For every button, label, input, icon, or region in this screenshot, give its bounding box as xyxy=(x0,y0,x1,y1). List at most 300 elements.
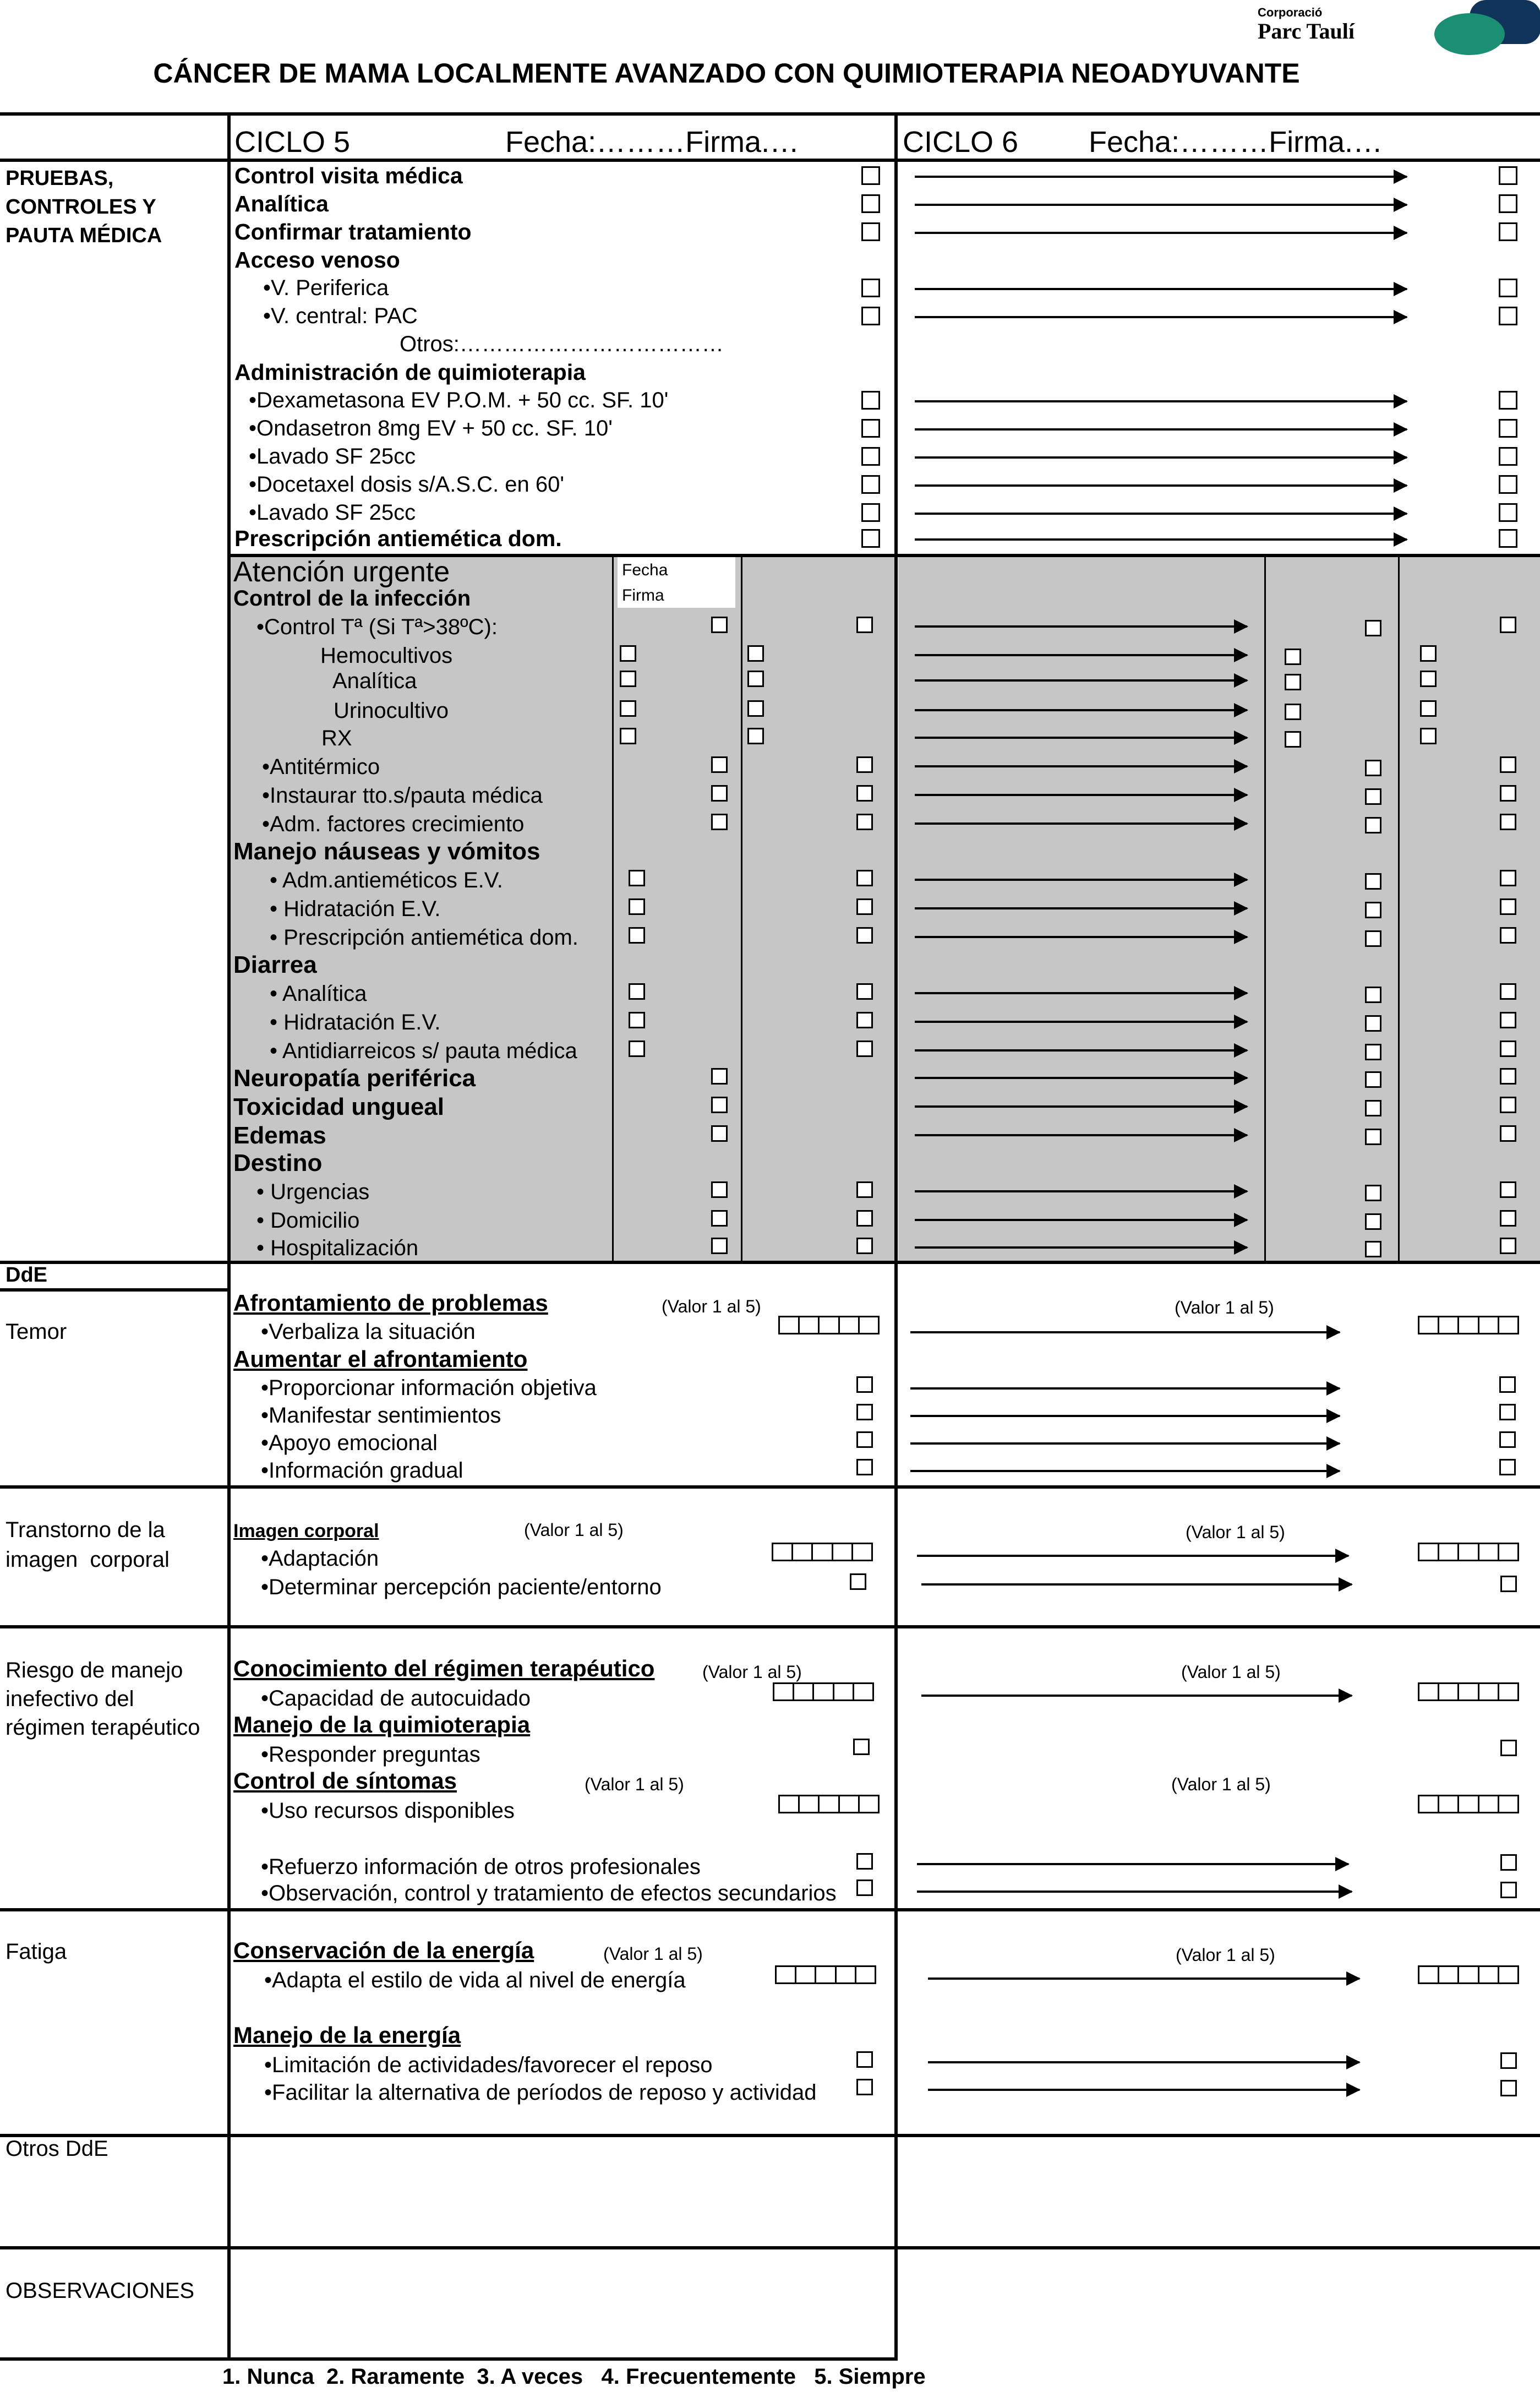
rating-cell[interactable] xyxy=(800,1796,820,1812)
row-label: •Facilitar la alternativa de períodos de reposo y actividad xyxy=(264,2080,817,2105)
checkbox[interactable] xyxy=(1499,391,1517,410)
grid-line xyxy=(0,112,1540,116)
checkbox[interactable] xyxy=(856,756,873,773)
checkbox[interactable] xyxy=(747,728,764,744)
arrow-continue-icon xyxy=(915,765,1247,767)
valor-note: (Valor 1 al 5) xyxy=(702,1662,802,1682)
row-label: •Control Tª (Si Tª>38ºC): xyxy=(256,615,498,639)
row-label: •Verbaliza la situación xyxy=(261,1320,476,1344)
observaciones-label: OBSERVACIONES xyxy=(6,2279,195,2303)
rating-cell[interactable] xyxy=(837,1967,856,1982)
checkbox[interactable] xyxy=(620,671,636,687)
rating-scale-1-5[interactable] xyxy=(1418,1965,1519,1984)
checkbox[interactable] xyxy=(1365,1185,1381,1201)
checkbox[interactable] xyxy=(1365,902,1381,918)
cycle6-label: CICLO 6 xyxy=(903,126,1019,159)
checkbox[interactable] xyxy=(629,870,645,886)
rating-cell[interactable] xyxy=(774,1684,794,1699)
arrow-continue-icon xyxy=(915,1246,1247,1249)
rating-cell[interactable] xyxy=(800,1317,820,1333)
checkbox[interactable] xyxy=(629,898,645,915)
row-label: Temor xyxy=(6,1320,67,1344)
cycle5-date-sign[interactable]: Fecha:………Firma.… xyxy=(505,126,800,159)
rating-cell[interactable] xyxy=(860,1796,878,1812)
checkbox[interactable] xyxy=(747,700,764,717)
arrow-continue-icon xyxy=(915,679,1247,682)
checkbox[interactable] xyxy=(856,898,873,915)
arrow-continue-icon xyxy=(917,1555,1348,1557)
page-title: CÁNCER DE MAMA LOCALMENTE AVANZADO CON QUIMIOTERAPIA NEOADYUVANTE xyxy=(153,58,1300,89)
row-label: •Adaptación xyxy=(261,1546,379,1571)
checkbox[interactable] xyxy=(1499,503,1517,522)
grid-line xyxy=(0,1908,1540,1911)
row-label: •Ondasetron 8mg EV + 50 cc. SF. 10' xyxy=(249,416,613,440)
arrow-continue-icon xyxy=(915,288,1407,290)
checkbox[interactable] xyxy=(620,645,636,662)
section-heading: Afrontamiento de problemas xyxy=(233,1290,548,1316)
checkbox[interactable] xyxy=(856,1181,873,1198)
checkbox[interactable] xyxy=(1500,1882,1517,1898)
row-label: RX xyxy=(321,726,352,750)
checkbox[interactable] xyxy=(1500,898,1516,915)
checkbox[interactable] xyxy=(1365,1129,1381,1145)
checkbox[interactable] xyxy=(620,728,636,744)
checkbox[interactable] xyxy=(1500,814,1516,830)
rating-cell[interactable] xyxy=(1479,1317,1499,1333)
checkbox[interactable] xyxy=(747,645,764,662)
checkbox[interactable] xyxy=(1285,704,1301,720)
checkbox[interactable] xyxy=(861,307,880,325)
checkbox[interactable] xyxy=(1365,1044,1381,1060)
grid-line xyxy=(894,112,898,2361)
rating-cell[interactable] xyxy=(794,1684,814,1699)
row-label: •Capacidad de autocuidado xyxy=(261,1686,531,1710)
row-label: •Adapta el estilo de vida al nivel de energía xyxy=(264,1968,686,1992)
rating-cell[interactable] xyxy=(853,1544,871,1560)
checkbox[interactable] xyxy=(861,419,880,438)
checkbox[interactable] xyxy=(711,1097,728,1113)
arrow-continue-icon xyxy=(915,709,1247,711)
checkbox[interactable] xyxy=(1365,620,1381,636)
checkbox[interactable] xyxy=(1365,760,1381,776)
checkbox[interactable] xyxy=(861,529,880,548)
row-label: •Lavado SF 25cc xyxy=(249,500,416,525)
checkbox[interactable] xyxy=(1500,2080,1517,2096)
row-label: •Docetaxel dosis s/A.S.C. en 60' xyxy=(249,472,565,497)
rating-cell[interactable] xyxy=(1499,1317,1517,1333)
checkbox[interactable] xyxy=(861,503,880,522)
valor-note: (Valor 1 al 5) xyxy=(1175,1298,1274,1317)
arrow-continue-icon xyxy=(915,1190,1247,1192)
checkbox[interactable] xyxy=(856,785,873,802)
checkbox[interactable] xyxy=(1500,1125,1516,1142)
checkbox[interactable] xyxy=(1365,930,1381,947)
checkbox[interactable] xyxy=(1365,987,1381,1003)
checkbox[interactable] xyxy=(1499,1431,1516,1448)
rating-cell[interactable] xyxy=(840,1796,860,1812)
checkbox[interactable] xyxy=(1500,983,1516,1000)
row-label: Confirmar tratamiento xyxy=(234,219,472,244)
rating-cell[interactable] xyxy=(780,1796,800,1812)
arrow-continue-icon xyxy=(910,1470,1340,1472)
section-heading: Imagen corporal xyxy=(233,1521,379,1541)
cycle6-date-sign[interactable]: Fecha:………Firma.… xyxy=(1089,126,1383,159)
checkbox[interactable] xyxy=(1420,728,1437,744)
checkbox[interactable] xyxy=(629,927,645,944)
rating-cell[interactable] xyxy=(793,1544,813,1560)
rating-cell[interactable] xyxy=(773,1544,793,1560)
checkbox[interactable] xyxy=(856,1238,873,1254)
rating-cell[interactable] xyxy=(1419,1684,1439,1699)
rating-cell[interactable] xyxy=(777,1967,796,1982)
checkbox[interactable] xyxy=(620,700,636,717)
rating-cell[interactable] xyxy=(856,1967,875,1982)
checkbox[interactable] xyxy=(853,1739,870,1755)
checkbox[interactable] xyxy=(861,279,880,297)
rating-cell[interactable] xyxy=(1479,1967,1499,1982)
urgent-fecha-label: Fecha xyxy=(622,561,668,579)
rating-cell[interactable] xyxy=(820,1317,839,1333)
arrow-continue-icon xyxy=(915,936,1247,938)
checkbox[interactable] xyxy=(856,1012,873,1028)
checkbox[interactable] xyxy=(1500,1040,1516,1057)
checkbox[interactable] xyxy=(1365,1241,1381,1257)
checkbox[interactable] xyxy=(861,447,880,466)
checkbox[interactable] xyxy=(711,814,728,830)
valor-note: (Valor 1 al 5) xyxy=(524,1520,624,1540)
row-label: •Apoyo emocional xyxy=(261,1431,438,1455)
arrow-continue-icon xyxy=(928,2061,1359,2063)
checkbox[interactable] xyxy=(1365,1213,1381,1230)
grid-line xyxy=(0,1261,1540,1264)
grid-line xyxy=(612,554,614,1262)
checkbox[interactable] xyxy=(856,1853,873,1870)
checkbox[interactable] xyxy=(1500,1181,1516,1198)
checkbox[interactable] xyxy=(861,194,880,213)
arrow-continue-icon xyxy=(915,428,1407,431)
arrow-continue-icon xyxy=(921,1695,1352,1697)
grid-line xyxy=(227,112,231,2361)
grid-line xyxy=(0,1625,1540,1628)
arrow-continue-icon xyxy=(915,513,1407,515)
checkbox[interactable] xyxy=(1499,447,1517,466)
row-label: Transtorno de la imagen corporal xyxy=(6,1518,170,1572)
rating-cell[interactable] xyxy=(814,1684,834,1699)
checkbox[interactable] xyxy=(1500,1854,1517,1871)
checkbox[interactable] xyxy=(856,617,873,633)
checkbox[interactable] xyxy=(1500,785,1516,802)
row-label: Riesgo de manejo inefectivo del régimen terapéutico xyxy=(6,1658,200,1740)
checkbox[interactable] xyxy=(1500,1097,1516,1113)
checkbox[interactable] xyxy=(861,222,880,241)
row-label: Analítica xyxy=(234,191,329,216)
valor-note: (Valor 1 al 5) xyxy=(1171,1774,1271,1794)
checkbox[interactable] xyxy=(1500,1576,1517,1592)
checkbox[interactable] xyxy=(1420,671,1437,687)
checkbox[interactable] xyxy=(856,1459,873,1475)
row-label: Destino xyxy=(233,1150,323,1176)
rating-cell[interactable] xyxy=(1439,1796,1459,1812)
row-label: • Adm.antieméticos E.V. xyxy=(270,868,503,892)
checkbox[interactable] xyxy=(856,870,873,886)
rating-cell[interactable] xyxy=(1479,1684,1499,1699)
rating-cell[interactable] xyxy=(1439,1544,1459,1560)
arrow-continue-icon xyxy=(915,822,1247,825)
row-label: •Antitérmico xyxy=(262,755,380,779)
checkbox[interactable] xyxy=(711,756,728,773)
row-label: Diarrea xyxy=(233,951,317,978)
rating-cell[interactable] xyxy=(1439,1684,1459,1699)
urgent-background-right xyxy=(898,557,1540,1262)
arrow-continue-icon xyxy=(910,1415,1340,1417)
rating-scale-1-5[interactable] xyxy=(775,1965,876,1984)
arrow-continue-icon xyxy=(915,1021,1247,1023)
checkbox[interactable] xyxy=(1500,1068,1516,1085)
rating-cell[interactable] xyxy=(1419,1796,1439,1812)
checkbox[interactable] xyxy=(1500,1740,1517,1756)
checkbox[interactable] xyxy=(711,1068,728,1085)
checkbox[interactable] xyxy=(1500,756,1516,773)
checkbox[interactable] xyxy=(1365,1015,1381,1032)
arrow-continue-icon xyxy=(915,484,1407,487)
checkbox[interactable] xyxy=(1420,645,1437,662)
checkbox[interactable] xyxy=(1500,1012,1516,1028)
arrow-continue-icon xyxy=(928,1977,1359,1980)
row-label: • Domicilio xyxy=(256,1208,360,1233)
checkbox[interactable] xyxy=(856,927,873,944)
row-label: • Analítica xyxy=(270,982,367,1006)
grid-line xyxy=(0,2246,1540,2249)
checkbox[interactable] xyxy=(1365,788,1381,805)
checkbox[interactable] xyxy=(1365,873,1381,890)
checkbox[interactable] xyxy=(629,1040,645,1057)
checkbox[interactable] xyxy=(1499,279,1517,297)
logo-mark xyxy=(1431,0,1540,61)
checkbox[interactable] xyxy=(1365,1100,1381,1116)
arrow-continue-icon xyxy=(921,1583,1352,1586)
checkbox[interactable] xyxy=(1499,222,1517,241)
grid-line xyxy=(1264,554,1266,1262)
row-label: • Urgencias xyxy=(256,1180,370,1204)
checkbox[interactable] xyxy=(861,391,880,410)
row-label: •Adm. factores crecimiento xyxy=(262,812,525,836)
row-label: •Determinar percepción paciente/entorno xyxy=(261,1575,662,1599)
checkbox[interactable] xyxy=(629,1012,645,1028)
row-label: Toxicidad ungueal xyxy=(233,1093,445,1120)
row-label: • Hidratación E.V. xyxy=(270,897,441,921)
checkbox[interactable] xyxy=(1500,927,1516,944)
row-label: •V. Periferica xyxy=(263,276,389,300)
checkbox[interactable] xyxy=(1500,617,1516,633)
rating-cell[interactable] xyxy=(860,1317,878,1333)
row-label: Control visita médica xyxy=(234,163,463,188)
arrow-continue-icon xyxy=(915,400,1407,402)
arrow-continue-icon xyxy=(915,1105,1247,1108)
arrow-continue-icon xyxy=(915,456,1407,459)
checkbox[interactable] xyxy=(711,1181,728,1198)
checkbox[interactable] xyxy=(856,1210,873,1227)
rating-cell[interactable] xyxy=(796,1967,816,1982)
checkbox[interactable] xyxy=(856,2079,873,2095)
checkbox[interactable] xyxy=(711,617,728,633)
checkbox[interactable] xyxy=(1499,166,1517,185)
checkbox[interactable] xyxy=(861,475,880,494)
checkbox[interactable] xyxy=(856,814,873,830)
grid-line xyxy=(0,159,1540,162)
row-label: •Responder preguntas xyxy=(261,1742,480,1767)
checkbox[interactable] xyxy=(711,1238,728,1254)
arrow-continue-icon xyxy=(915,232,1407,234)
rating-scale-1-5[interactable] xyxy=(1418,1795,1519,1813)
rating-cell[interactable] xyxy=(1439,1317,1459,1333)
urgent-date-sign-box xyxy=(618,557,735,608)
row-label: Hemocultivos xyxy=(320,644,453,668)
arrow-continue-icon xyxy=(917,1891,1352,1893)
row-label: Acceso venoso xyxy=(234,247,400,273)
arrow-continue-icon xyxy=(915,1077,1247,1079)
checkbox[interactable] xyxy=(856,1040,873,1057)
rating-cell[interactable] xyxy=(1499,1544,1517,1560)
rating-cell[interactable] xyxy=(1419,1544,1439,1560)
scale-legend: 1. Nunca 2. Raramente 3. A veces 4. Frecuentemente 5. Siempre xyxy=(222,2365,926,2389)
grid-line xyxy=(1398,554,1400,1262)
row-label: Manejo náuseas y vómitos xyxy=(233,838,540,865)
rating-cell[interactable] xyxy=(833,1544,853,1560)
rating-cell[interactable] xyxy=(816,1967,836,1982)
arrow-continue-icon xyxy=(910,1331,1340,1333)
rating-scale-1-5[interactable] xyxy=(1418,1543,1519,1561)
rating-cell[interactable] xyxy=(1499,1796,1517,1812)
checkbox[interactable] xyxy=(1500,1238,1516,1254)
rating-cell[interactable] xyxy=(854,1684,872,1699)
rating-cell[interactable] xyxy=(1479,1796,1499,1812)
valor-note: (Valor 1 al 5) xyxy=(1186,1522,1285,1542)
checkbox[interactable] xyxy=(850,1573,866,1590)
row-label: Analítica xyxy=(332,669,417,693)
row-label: •V. central: PAC xyxy=(263,304,418,328)
section-pruebas-label: PRUEBAS, CONTROLES Y PAUTA MÉDICA xyxy=(6,167,162,247)
rating-scale-1-5[interactable] xyxy=(1418,1682,1519,1701)
checkbox[interactable] xyxy=(1499,1376,1516,1393)
section-heading: Conocimiento del régimen terapéutico xyxy=(233,1655,655,1681)
checkbox[interactable] xyxy=(1500,2052,1517,2069)
valor-note: (Valor 1 al 5) xyxy=(1176,1945,1275,1965)
checkbox[interactable] xyxy=(1499,1404,1516,1420)
checkbox[interactable] xyxy=(1499,307,1517,325)
section-heading: Conservación de la energía xyxy=(233,1937,534,1963)
checkbox[interactable] xyxy=(856,1404,873,1420)
arrow-continue-icon xyxy=(915,992,1247,994)
checkbox[interactable] xyxy=(1285,674,1301,690)
row-label: •Instaurar tto.s/pauta médica xyxy=(262,783,543,808)
checkbox[interactable] xyxy=(1499,194,1517,213)
rating-scale-1-5[interactable] xyxy=(772,1543,873,1561)
rating-cell[interactable] xyxy=(780,1317,800,1333)
checkbox[interactable] xyxy=(1420,700,1437,717)
checkbox[interactable] xyxy=(629,983,645,1000)
row-label: •Lavado SF 25cc xyxy=(249,444,416,468)
checkbox[interactable] xyxy=(711,1210,728,1227)
checkbox[interactable] xyxy=(856,1431,873,1448)
checkbox[interactable] xyxy=(1499,475,1517,494)
rating-cell[interactable] xyxy=(1459,1684,1479,1699)
logo xyxy=(1258,6,1538,61)
valor-note: (Valor 1 al 5) xyxy=(1181,1662,1281,1682)
row-label: Administración de quimioterapia xyxy=(234,359,586,385)
rating-cell[interactable] xyxy=(1419,1967,1439,1982)
rating-cell[interactable] xyxy=(840,1317,860,1333)
rating-scale-1-5[interactable] xyxy=(778,1316,880,1334)
checkbox[interactable] xyxy=(1499,1459,1516,1475)
checkbox[interactable] xyxy=(856,1376,873,1393)
rating-cell[interactable] xyxy=(1459,1967,1479,1982)
arrow-continue-icon xyxy=(915,538,1407,541)
section-heading: Aumentar el afrontamiento xyxy=(233,1346,528,1372)
arrow-continue-icon xyxy=(915,176,1407,178)
rating-scale-1-5[interactable] xyxy=(773,1682,874,1701)
row-label: • Antidiarreicos s/ pauta médica xyxy=(270,1039,577,1063)
checkbox[interactable] xyxy=(1500,1210,1516,1227)
arrow-continue-icon xyxy=(915,1049,1247,1052)
rating-cell[interactable] xyxy=(1499,1967,1517,1982)
rating-cell[interactable] xyxy=(813,1544,833,1560)
cycle5-label: CICLO 5 xyxy=(234,126,351,159)
grid-line xyxy=(0,1485,1540,1489)
row-label: Edemas xyxy=(233,1122,326,1149)
arrow-continue-icon xyxy=(915,204,1407,206)
row-label: •Uso recursos disponibles xyxy=(261,1799,515,1823)
checkbox[interactable] xyxy=(1285,731,1301,748)
row-label: Prescripción antiemética dom. xyxy=(234,526,562,551)
arrow-continue-icon xyxy=(915,625,1247,628)
rating-cell[interactable] xyxy=(1479,1544,1499,1560)
checkbox[interactable] xyxy=(1499,529,1517,548)
rating-cell[interactable] xyxy=(1439,1967,1459,1982)
rating-cell[interactable] xyxy=(820,1796,839,1812)
rating-cell[interactable] xyxy=(1459,1317,1479,1333)
checkbox[interactable] xyxy=(1365,1071,1381,1088)
checkbox[interactable] xyxy=(711,1125,728,1142)
valor-note: (Valor 1 al 5) xyxy=(585,1774,684,1794)
rating-cell[interactable] xyxy=(1459,1544,1479,1560)
checkbox[interactable] xyxy=(747,671,764,687)
rating-cell[interactable] xyxy=(1419,1317,1439,1333)
arrow-continue-icon xyxy=(915,654,1247,656)
checkbox[interactable] xyxy=(1365,817,1381,833)
checkbox[interactable] xyxy=(861,166,880,185)
checkbox[interactable] xyxy=(856,1880,873,1896)
checkbox[interactable] xyxy=(856,2051,873,2068)
checkbox[interactable] xyxy=(1500,870,1516,886)
row-label: Otros:……………………………… xyxy=(400,332,724,356)
arrow-continue-icon xyxy=(915,737,1247,739)
rating-scale-1-5[interactable] xyxy=(778,1795,880,1813)
checkbox[interactable] xyxy=(1285,649,1301,665)
checkbox[interactable] xyxy=(1499,419,1517,438)
urgent-title: Atención urgente xyxy=(233,556,450,588)
rating-cell[interactable] xyxy=(1459,1796,1479,1812)
rating-cell[interactable] xyxy=(834,1684,854,1699)
rating-cell[interactable] xyxy=(1499,1684,1517,1699)
row-label: • Hospitalización xyxy=(256,1236,419,1260)
checkbox[interactable] xyxy=(856,983,873,1000)
arrow-continue-icon xyxy=(915,316,1407,318)
valor-note: (Valor 1 al 5) xyxy=(603,1944,703,1964)
rating-scale-1-5[interactable] xyxy=(1418,1316,1519,1334)
checkbox[interactable] xyxy=(711,785,728,802)
row-label: • Hidratación E.V. xyxy=(270,1010,441,1034)
grid-line xyxy=(0,2134,1540,2137)
